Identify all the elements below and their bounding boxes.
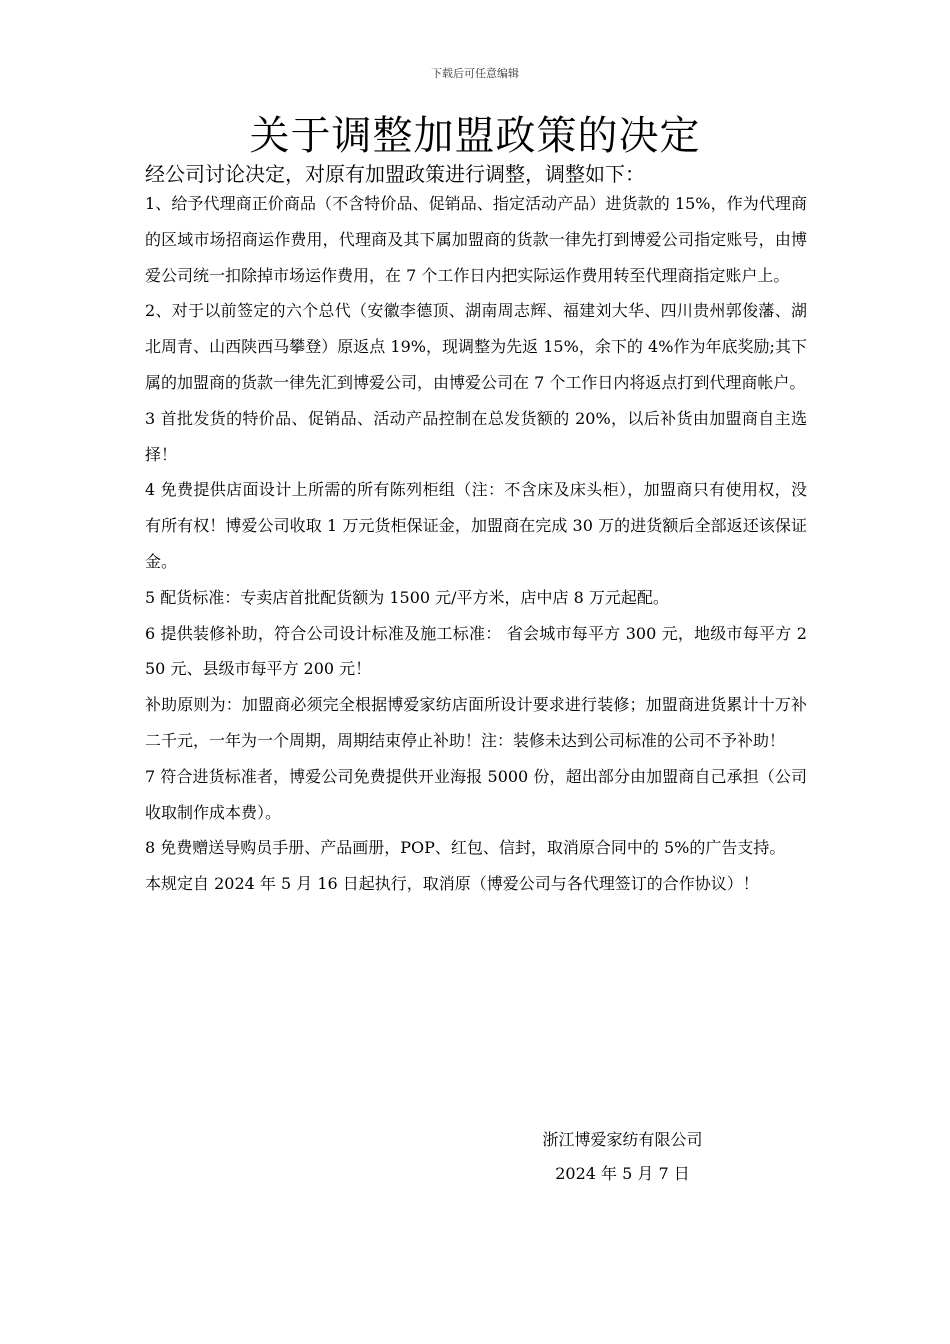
header-note: 下载后可任意编辑 <box>431 67 519 80</box>
clause-4: 4 免费提供店面设计上所需的所有陈列柜组（注：不含床及床头柜），加盟商只有使用权，没有所有权！博爱公司收取 1 万元货柜保证金，加盟商在完成 30 万的进货额后全部返还该保证金。 <box>145 480 807 571</box>
clause-1: 1、给予代理商正价商品（不含特价品、促销品、指定活动产品）进货款的 15%，作为代理商的区域市场招商运作费用，代理商及其下属加盟商的货款一律先打到博爱公司指定账号，由博爱公司统一扣除掉市场运作费用，在 7 个工作日内把实际运作费用转至代理商指定账户上。 <box>145 194 807 285</box>
effective-date-clause: 本规定自 2024 年 5 月 16 日起执行，取消原（博爱公司与各代理签订的合作协议）！ <box>145 874 759 894</box>
signature-date: 2024 年 5 月 7 日 <box>555 1164 690 1183</box>
subsidy-principle: 补助原则为：加盟商必须完全根据博爱家纺店面所设计要求进行装修；加盟商进货累计十万补二千元，一年为一个周期，周期结束停止补助！注：装修未达到公司标准的公司不予补助！ <box>145 695 807 750</box>
document-title: 关于调整加盟政策的决定 <box>249 113 701 159</box>
intro-paragraph: 经公司讨论决定，对原有加盟政策进行调整，调整如下： <box>145 162 645 186</box>
company-name: 浙江博爱家纺有限公司 <box>542 1130 703 1149</box>
document-body <box>145 186 807 902</box>
clause-8: 8 免费赠送导购员手册、产品画册，POP、红包、信封，取消原合同中的 5%的广告支持。 <box>145 838 786 858</box>
clause-3: 3 首批发货的特价品、促销品、活动产品控制在总发货额的 20%，以后补货由加盟商自主选择！ <box>145 408 807 464</box>
signature-block <box>500 1124 745 1192</box>
clause-2: 2、对于以前签定的六个总代（安徽李德顶、湖南周志辉、福建刘大华、四川贵州郭俊藩、湖北周青、山西陕西马攀登）原返点 19%，现调整为先返 15%，余下的 4%作为年底奖励;其下属的加盟商的货款一律先汇到博爱公司，由博爱公司在 7 个工作日内将返点打到代理商帐户。 <box>145 301 807 392</box>
clause-7: 7 符合进货标准者，博爱公司免费提供开业海报 5000 份，超出部分由加盟商自己承担（公司收取制作成本费）。 <box>145 766 807 822</box>
clause-5: 5 配货标准：专卖店首批配货额为 1500 元/平方米，店中店 8 万元起配。 <box>145 587 669 607</box>
clause-6: 6 提供装修补助，符合公司设计标准及施工标准： 省会城市每平方 300 元，地级市每平方 250 元、县级市每平方 200 元！ <box>145 623 807 679</box>
